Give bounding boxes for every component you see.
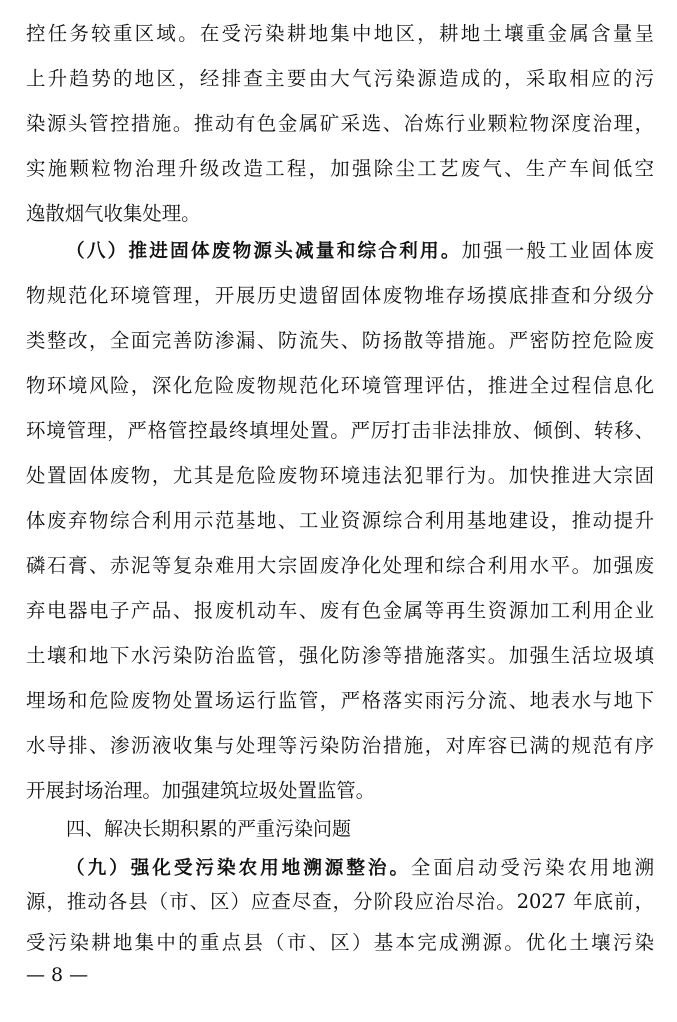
- text-run: 全面启动受污染农用地溯: [411, 856, 654, 879]
- section-heading: 四、解决长期积累的严重污染问题: [66, 818, 352, 840]
- text-line: 上升趋势的地区，经排查主要由大气污染源造成的，采取相应的污: [26, 67, 654, 90]
- text-line: 物规范化环境管理，开展历史遗留固体废物堆存场摸底排查和分级分: [26, 284, 654, 307]
- page-number: — 8 —: [26, 964, 89, 986]
- text-line: 体废弃物综合利用示范基地、工业资源综合利用基地建设，推动提升: [26, 509, 654, 532]
- subsection-heading: （八）推进固体废物源头减量和综合利用。: [66, 241, 462, 262]
- subsection-heading: （九）强化受污染农用地溯源整治。: [66, 858, 412, 879]
- text-line: 弃电器电子产品、报废机动车、废有色金属等再生资源加工利用企业: [26, 599, 654, 622]
- text-line: 物环境风险，深化危险废物规范化环境管理评估，推进全过程信息化: [26, 374, 654, 397]
- text-line: 类整改，全面完善防渗漏、防流失、防扬散等措施。严密防控危险废: [26, 329, 654, 352]
- paragraph-first-line: [66, 234, 654, 268]
- paragraph-first-line: [66, 851, 654, 885]
- text-line: 处置固体废物，尤其是危险废物环境违法犯罪行为。加快推进大宗固: [26, 464, 654, 487]
- text-line: 实施颗粒物治理升级改造工程，加强除尘工艺废气、生产车间低空: [26, 157, 654, 180]
- text-line: 开展封场治理。加强建筑垃圾处置监管。: [26, 779, 376, 802]
- text-run: 加强一般工业固体废: [461, 239, 654, 262]
- text-line: 染源头管控措施。推动有色金属矿采选、冶炼行业颗粒物深度治理，: [26, 112, 654, 135]
- text-line: 环境管理，严格管控最终填埋处置。严厉打击非法排放、倾倒、转移、: [26, 419, 654, 442]
- text-line: 水导排、渗沥液收集与处理等污染防治措施，对库容已满的规范有序: [26, 734, 654, 757]
- text-line: 埋场和危险废物处置场运行监管，严格落实雨污分流、地表水与地下: [26, 689, 654, 712]
- text-line: 控任务较重区域。在受污染耕地集中地区，耕地土壤重金属含量呈: [26, 22, 654, 45]
- text-line: 源，推动各县（市、区）应查尽查，分阶段应治尽治。2027 年底前，: [26, 890, 654, 913]
- text-line: 受污染耕地集中的重点县（市、区）基本完成溯源。优化土壤污染: [26, 931, 654, 954]
- text-line: 土壤和地下水污染防治监管，强化防渗等措施落实。加强生活垃圾填: [26, 644, 654, 667]
- text-line: 磷石膏、赤泥等复杂难用大宗固废净化处理和综合利用水平。加强废: [26, 554, 654, 577]
- text-line: 逸散烟气收集处理。: [26, 202, 201, 225]
